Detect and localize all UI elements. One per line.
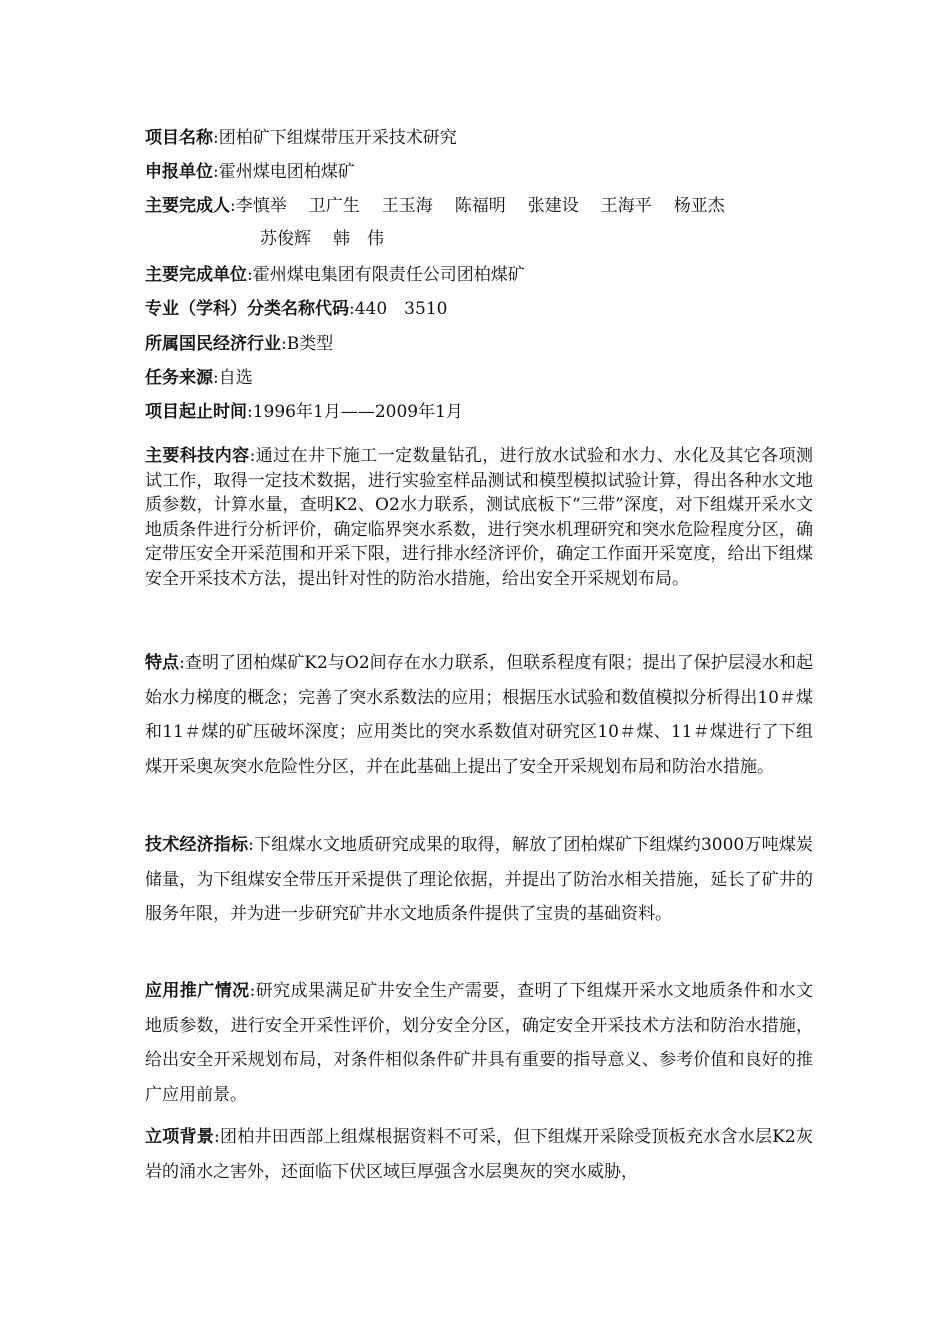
main-persons-line-2 (260, 229, 406, 249)
main-persons-label: 主要完成人 (145, 196, 230, 216)
features-colon: : (179, 653, 185, 673)
person-name: 苏俊辉 (260, 229, 311, 249)
main-unit-value: 霍州煤电集团有限责任公司团柏煤矿 (252, 265, 525, 285)
applicant-value: 霍州煤电团柏煤矿 (218, 162, 355, 182)
features-text: 查明了团柏煤矿K2与O2间存在水力联系，但联系程度有限；提出了保护层浸水和起始水力梯度的概念；完善了突水系数法的应用；根据压水试验和数值模拟分析得出10＃煤和11＃煤的矿压破坏深度；应用类比的突水系数值对研究区10＃煤、11＃煤进行了下组煤开采奥灰突水危险性分区，并在此基础上提出了安全开采规划布局和防治水措施。 (145, 653, 813, 777)
applicant-label: 申报单位 (145, 162, 213, 182)
source-label: 任务来源 (145, 368, 213, 388)
project-name-label: 项目名称 (145, 128, 213, 148)
main-persons-line (145, 196, 747, 216)
main-content-colon: : (249, 446, 256, 466)
indicators-section (145, 828, 813, 932)
period-colon: : (247, 402, 253, 422)
main-unit-label: 主要完成单位 (145, 265, 247, 285)
application-text: 研究成果满足矿井安全生产需要，查明了下组煤开采水文地质条件和水文地质参数，进行安全开采性评价，划分安全分区，确定安全开采技术方法和防治水措施，给出安全开采规划布局，对条件相似条件矿井具有重要的指导意义、参考价值和良好的推广应用前景。 (145, 981, 814, 1105)
person-name: 王玉海 (381, 196, 433, 216)
main-content-label: 主要科技内容 (145, 446, 250, 466)
person-name: 杨亚杰 (673, 196, 725, 216)
industry-colon: : (281, 334, 287, 354)
application-label: 应用推广情况 (145, 981, 250, 1001)
period-value: 1996年1月——2009年1月 (252, 402, 463, 422)
main-unit-line (145, 265, 525, 285)
indicators-colon: : (248, 835, 254, 855)
applicant-line (145, 162, 355, 182)
discipline-value: 440 3510 (354, 299, 448, 319)
person-name: 张建设 (527, 196, 579, 216)
period-line (145, 402, 463, 422)
period-label: 项目起止时间 (145, 402, 247, 422)
discipline-label: 专业（学科）分类名称代码 (145, 299, 349, 319)
person-name: 陈福明 (454, 196, 506, 216)
background-text: 团柏井田西部上组煤根据资料不可采，但下组煤开采除受顶板充水含水层K2灰岩的涌水之害外，还面临下伏区域巨厚强含水层奥灰的突水威胁， (145, 1127, 814, 1182)
discipline-colon: : (349, 299, 355, 319)
background-colon: : (214, 1127, 220, 1147)
background-section (145, 1120, 813, 1189)
features-label: 特点 (145, 653, 180, 673)
project-name-line (145, 128, 457, 148)
main-content-text: 通过在井下施工一定数量钻孔，进行放水试验和水力、水化及其它各项测试工作，取得一定技术数据，进行实验室样品测试和模型模拟试验计算，得出各种水文地质参数，计算水量，查明K2、O2水力联系，测试底板下“三带”深度，对下组煤开采水文地质条件进行分析评价，确定临界突水系数，进行突水机理研究和突水危险程度分区，确定带压安全开采范围和开采下限，进行排水经济评价，确定工作面开采宽度，给出下组煤安全开采技术方法，提出针对性的防治水措施，给出安全开采规划布局。 (145, 446, 814, 589)
main-content-section (145, 444, 813, 591)
background-label: 立项背景 (145, 1127, 215, 1147)
person-name: 韩 伟 (333, 229, 384, 249)
main-persons-colon: : (230, 196, 236, 216)
source-colon: : (213, 368, 219, 388)
project-name-value: 团柏矿下组煤带压开采技术研究 (218, 128, 457, 148)
main-unit-colon: : (247, 265, 253, 285)
source-line (145, 368, 253, 388)
person-name: 李慎举 (235, 196, 287, 216)
applicant-colon: : (213, 162, 219, 182)
indicators-text: 下组煤水文地质研究成果的取得，解放了团柏煤矿下组煤约3000万吨煤炭储量，为下组煤安全带压开采提供了理论依据，并提出了防治水相关措施，延长了矿井的服务年限，并为进一步研究矿井水文地质条件提供了宝贵的基础资料。 (145, 835, 814, 924)
industry-value: B类型 (286, 334, 334, 354)
person-name: 王海平 (600, 196, 652, 216)
features-section (145, 646, 813, 784)
application-colon: : (249, 981, 256, 1001)
source-value: 自选 (218, 368, 253, 388)
indicators-label: 技术经济指标 (145, 835, 249, 855)
industry-label: 所属国民经济行业 (145, 334, 281, 354)
industry-line (145, 334, 333, 354)
application-section (145, 974, 813, 1112)
person-name: 卫广生 (308, 196, 360, 216)
project-name-colon: : (213, 128, 219, 148)
discipline-line (145, 299, 447, 319)
